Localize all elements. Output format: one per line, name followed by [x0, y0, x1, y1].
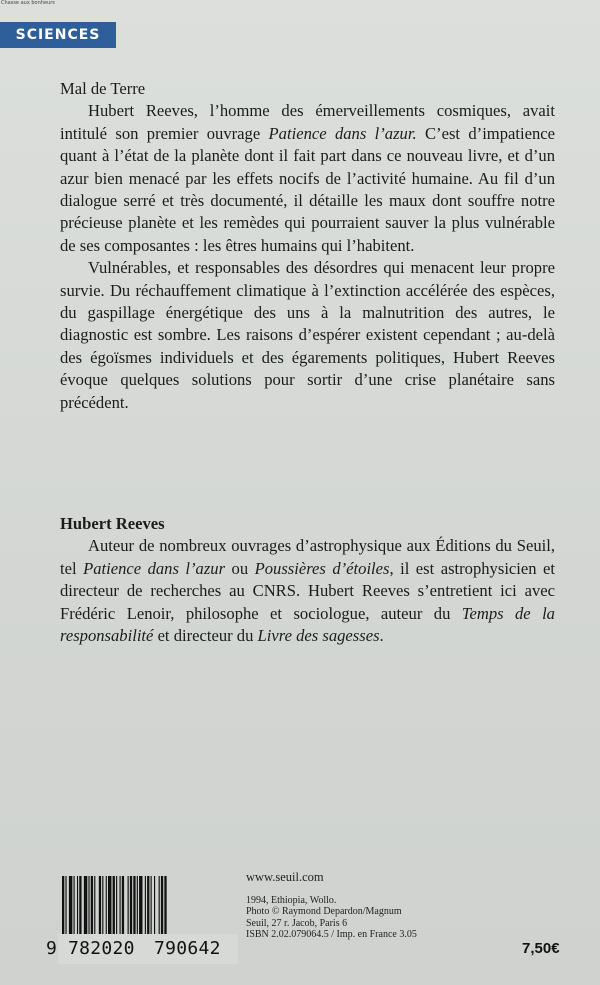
summary-paragraph-2: Vulnérables, et responsables des désordres qui menacent leur propre survie. Du réchauffement climatique à l’extinction accélérée des espèces, du gaspillage énergétique des uns à la malnutrition des autres, le diagnostic est sombre. Les raisons d’espérer existent cependant ; au-delà des égoïsmes individuels et des égarements politiques, Hubert Reeves évoque quelques solutions pour sortir d’une crise planétaire sans précédent.	[60, 258, 555, 412]
barcode-lead-digit: 9	[46, 938, 58, 959]
barcode-group-1: 782020	[68, 938, 135, 959]
publisher-info	[246, 872, 496, 941]
summary-section	[60, 78, 555, 414]
photo-credit-line-1: 1994, Ethiopia, Wollo.	[246, 894, 337, 906]
isbn-line: ISBN 2.02.079064.5 / Imp. en France 3.05	[246, 929, 417, 941]
author-bio: Auteur de nombreux ouvrages d’astrophysique aux Éditions du Seuil, tel Patience dans l’azur ou Poussières d’étoiles, il est astrophysicien et directeur de recherches au CNRS. Hubert Reeves s’entretient ici avec Frédéric Lenoir, philosophe et sociologue, auteur du Temps de la responsabilité et directeur du Livre des sagesses.	[60, 536, 556, 646]
isbn-barcode	[46, 872, 236, 966]
publisher-address: Seuil, 27 r. Jacob, Paris 6	[246, 917, 348, 929]
publisher-website: www.seuil.com	[246, 870, 324, 884]
series-badge: SCIENCES	[0, 22, 116, 48]
author-section	[60, 513, 555, 647]
photo-credit-line-2: Photo © Raymond Depardon/Magnum	[246, 906, 402, 918]
author-title: Hubert Reeves	[60, 514, 165, 533]
summary-title: Mal de Terre	[60, 79, 146, 98]
price-tag: 7,50€	[522, 940, 560, 957]
barcode-group-2: 790642	[154, 938, 221, 959]
watermark-text: Chasse aux bonheurs	[1, 0, 55, 6]
summary-paragraph-1: Hubert Reeves, l’homme des émerveillements cosmiques, avait intitulé son premier ouvrage Patience dans l’azur. C’est d’impatience quant à l’état de la planète dont il fait part dans ce nouveau livre, et d’un azur bien menacé par les effets nocifs de l’activité humaine. Au fil d’un dialogue serré et très documenté, il détaille les maux dont souffre notre précieuse planète et les remèdes qui pourraient sauver la plus vulnérable de ses composantes : les êtres humains qui l’habitent.	[60, 101, 555, 255]
barcode-digits	[46, 934, 238, 964]
